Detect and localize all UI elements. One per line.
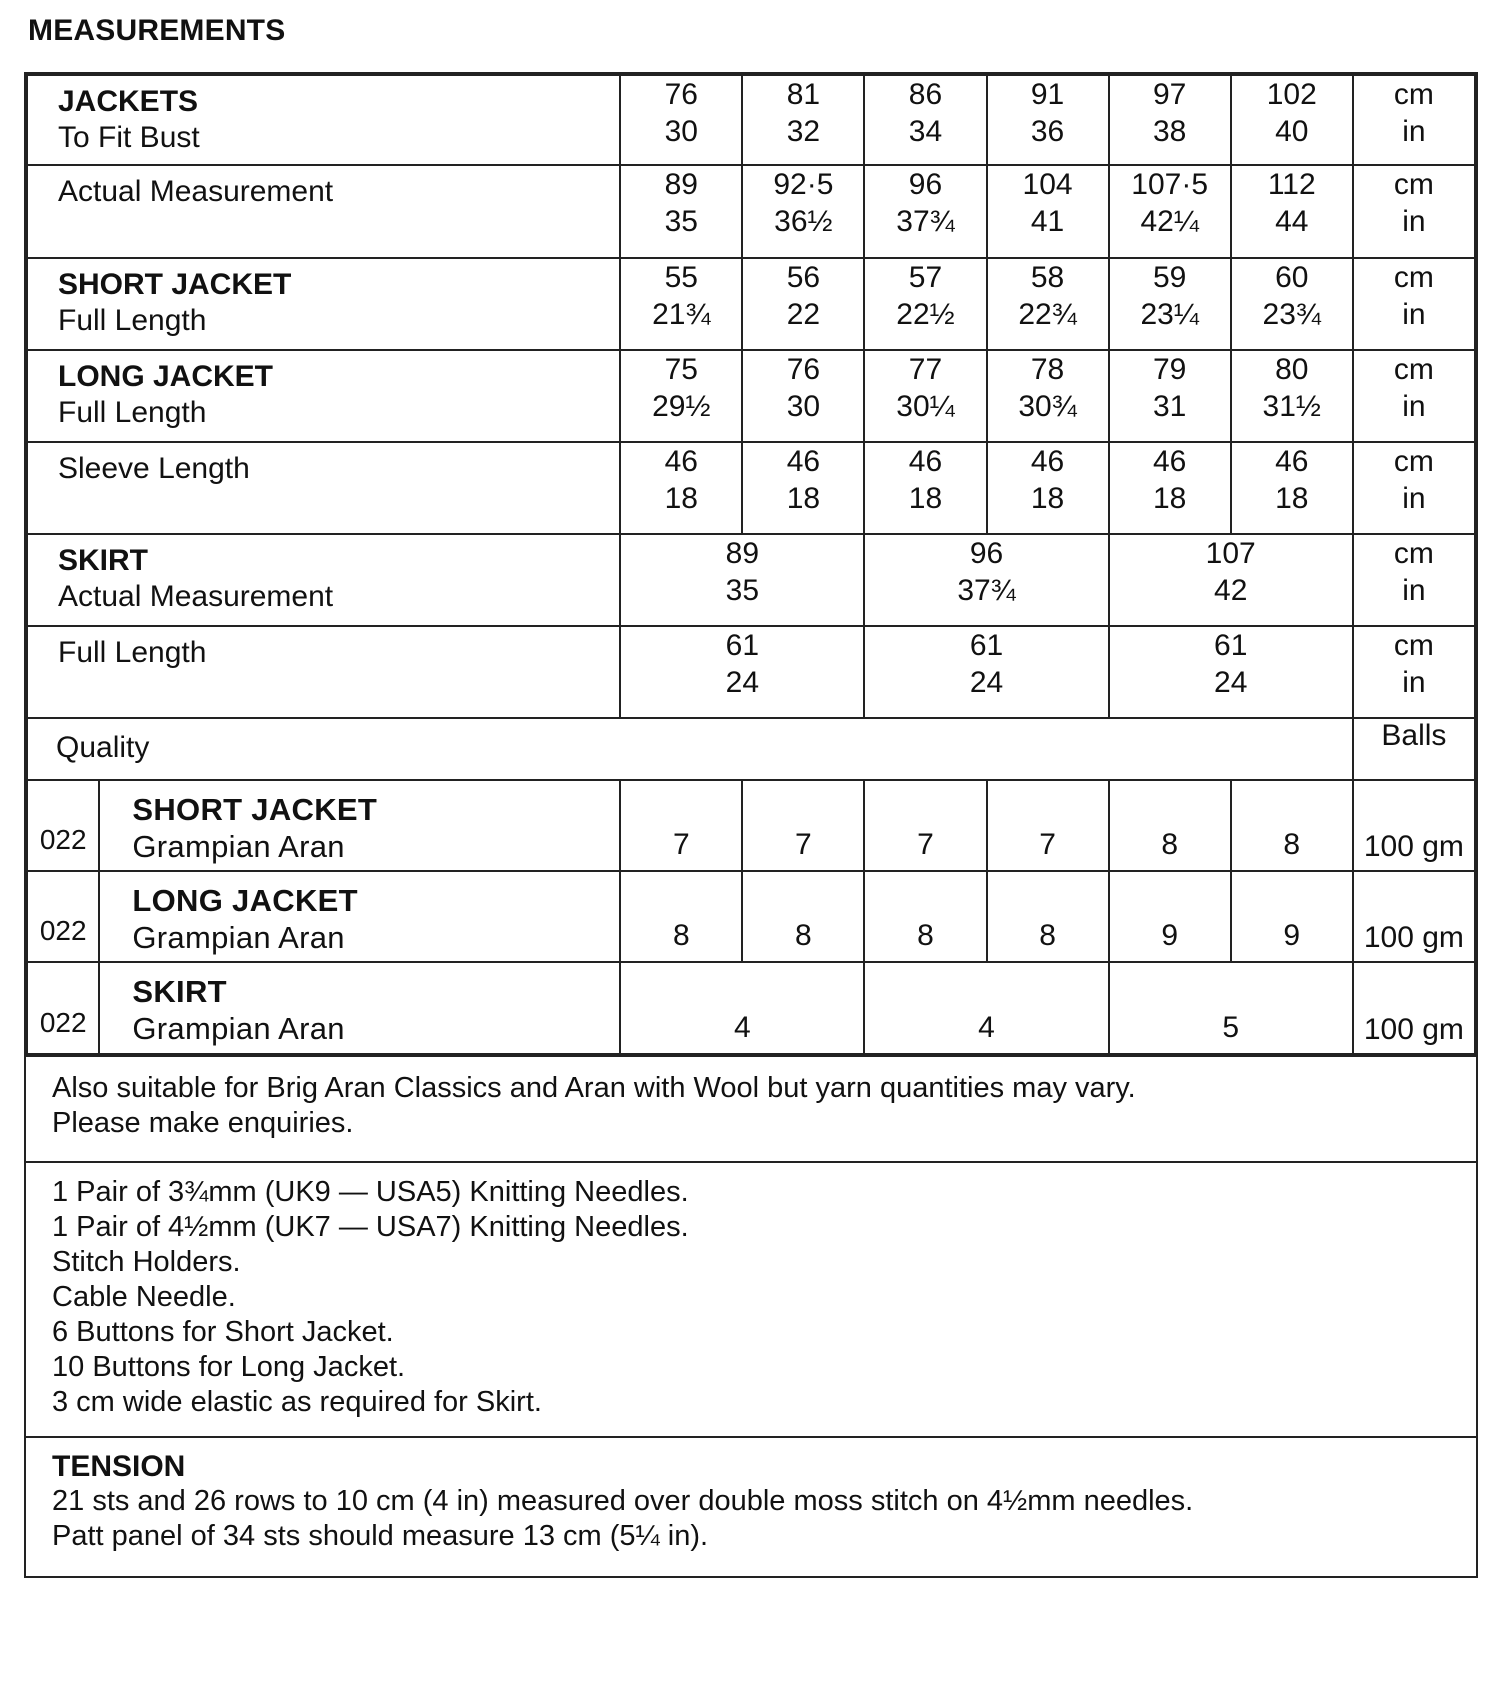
measurements-table: [26, 74, 1476, 1055]
skirt-heading: SKIRT: [58, 544, 148, 577]
ball-count: 8: [742, 871, 864, 962]
cell-in: 31: [1152, 390, 1187, 423]
cell-in: 44: [1275, 205, 1309, 238]
material-item: 1 Pair of 3¾mm (UK9 — USA5) Knitting Needles.: [52, 1176, 689, 1208]
unit-cm: cm: [1393, 168, 1434, 201]
cell-in: 24: [969, 666, 1004, 699]
ball-count: 9: [1109, 871, 1231, 962]
cell-cm: 107: [1205, 537, 1256, 570]
cell-in: 18: [1152, 482, 1187, 515]
yarn-heading: LONG JACKET: [132, 883, 358, 918]
unit-in: in: [1402, 666, 1426, 699]
cell-cm: 46: [1275, 445, 1309, 478]
cell-cm: 61: [969, 629, 1004, 662]
row-actual-measurement: [27, 165, 1475, 258]
ball-count: 5: [1109, 962, 1353, 1054]
cell-cm: 57: [908, 261, 943, 294]
actual-label: Actual Measurement: [58, 175, 334, 208]
quality-code: 022: [27, 780, 99, 871]
material-item: 3 cm wide elastic as required for Skirt.: [52, 1386, 542, 1418]
cell-cm: 112: [1267, 168, 1316, 201]
cell-in: 18: [664, 482, 698, 515]
page-title: MEASUREMENTS: [28, 14, 286, 47]
ball-count: 8: [1231, 780, 1353, 871]
cell-in: 18: [1030, 482, 1065, 515]
row-skirt-full-length: [27, 626, 1475, 718]
long-jacket-sub: Full Length: [58, 396, 207, 429]
cell-in: 31½: [1262, 390, 1321, 423]
cell-in: 35: [664, 205, 698, 238]
row-yarn-short-jacket: [27, 780, 1475, 871]
note-line: Please make enquiries.: [52, 1107, 354, 1139]
ball-count: 7: [742, 780, 864, 871]
cell-in: 42¼: [1140, 205, 1199, 238]
cell-cm: 46: [786, 445, 821, 478]
unit-cm: cm: [1393, 353, 1434, 386]
cell-cm: 46: [664, 445, 698, 478]
cell-in: 18: [908, 482, 943, 515]
cell-cm: 89: [664, 168, 698, 201]
material-item: Stitch Holders.: [52, 1246, 241, 1278]
cell-cm: 77: [908, 353, 943, 386]
skirt-length-label: Full Length: [58, 636, 207, 669]
suitability-note: [26, 1055, 1476, 1161]
cell-cm: 61: [725, 629, 760, 662]
unit-in: in: [1402, 390, 1426, 423]
row-skirt: [27, 534, 1475, 626]
cell-in: 23¾: [1262, 298, 1321, 331]
cell-in: 34: [908, 115, 943, 148]
cell-in: 38: [1152, 115, 1187, 148]
cell-in: 37¾: [896, 205, 955, 238]
cell-in: 23¼: [1140, 298, 1199, 331]
cell-cm: 104: [1022, 168, 1073, 201]
cell-cm: 55: [664, 261, 698, 294]
cell-cm: 76: [786, 353, 821, 386]
cell-cm: 89: [725, 537, 760, 570]
material-item: 1 Pair of 4½mm (UK7 — USA7) Knitting Needles.: [52, 1211, 689, 1243]
cell-cm: 75: [664, 353, 698, 386]
cell-in: 18: [1275, 482, 1309, 515]
short-jacket-heading: SHORT JACKET: [58, 268, 292, 301]
quality-label: Quality: [56, 731, 150, 764]
ball-count: 4: [864, 962, 1108, 1054]
ball-count: 9: [1231, 871, 1353, 962]
cell-in: 36½: [774, 205, 833, 238]
cell-cm: 46: [1152, 445, 1187, 478]
cell-cm: 46: [1030, 445, 1065, 478]
cell-in: 22½: [896, 298, 955, 331]
tension-line: 21 sts and 26 rows to 10 cm (4 in) measured over double moss stitch on 4½mm needles.: [52, 1485, 1194, 1517]
note-line: Also suitable for Brig Aran Classics and Aran with Wool but yarn quantities may vary.: [52, 1072, 1136, 1104]
cell-in: 40: [1275, 115, 1309, 148]
cell-in: 24: [1214, 666, 1248, 699]
ball-unit: 100 gm: [1353, 871, 1475, 962]
cell-cm: 96: [969, 537, 1004, 570]
cell-in: 30: [786, 390, 821, 423]
measurements-sheet: [24, 72, 1478, 1578]
cell-cm: 91: [1030, 78, 1065, 111]
skirt-sub: Actual Measurement: [58, 580, 334, 613]
cell-in: 24: [725, 666, 760, 699]
yarn-name: Grampian Aran: [132, 920, 345, 955]
cell-in: 41: [1030, 205, 1065, 238]
ball-count: 7: [864, 780, 986, 871]
quality-code: 022: [27, 871, 99, 962]
cell-in: 30¾: [1018, 390, 1077, 423]
cell-cm: 76: [664, 78, 698, 111]
cell-cm: 92·5: [773, 168, 834, 201]
cell-cm: 80: [1275, 353, 1309, 386]
cell-cm: 61: [1214, 629, 1248, 662]
short-jacket-sub: Full Length: [58, 304, 207, 337]
cell-cm: 46: [908, 445, 943, 478]
cell-in: 32: [786, 115, 821, 148]
cell-cm: 60: [1275, 261, 1309, 294]
unit-cm: cm: [1393, 445, 1434, 478]
row-yarn-long-jacket: [27, 871, 1475, 962]
tension-heading: TENSION: [52, 1450, 186, 1483]
cell-cm: 96: [908, 168, 943, 201]
ball-count: 8: [1109, 780, 1231, 871]
cell-in: 42: [1214, 574, 1248, 607]
unit-in: in: [1402, 205, 1426, 238]
ball-unit: 100 gm: [1353, 780, 1475, 871]
cell-cm: 58: [1030, 261, 1065, 294]
cell-in: 30: [664, 115, 698, 148]
unit-cm: cm: [1393, 78, 1434, 111]
unit-in: in: [1402, 298, 1426, 331]
cell-in: 30¼: [896, 390, 955, 423]
ball-count: 4: [620, 962, 864, 1054]
row-short-jacket: [27, 258, 1475, 350]
cell-in: 29½: [652, 390, 711, 423]
quality-code: 022: [27, 962, 99, 1054]
ball-count: 7: [987, 780, 1109, 871]
row-yarn-skirt: [27, 962, 1475, 1054]
long-jacket-heading: LONG JACKET: [58, 360, 274, 393]
yarn-name: Grampian Aran: [132, 1011, 345, 1046]
cell-cm: 97: [1152, 78, 1187, 111]
row-long-jacket: [27, 350, 1475, 442]
tension-line: Patt panel of 34 sts should measure 13 cm (5¼ in).: [52, 1520, 709, 1552]
yarn-heading: SKIRT: [132, 974, 227, 1009]
cell-cm: 78: [1030, 353, 1065, 386]
cell-cm: 79: [1152, 353, 1187, 386]
cell-in: 21¾: [652, 298, 711, 331]
cell-cm: 81: [786, 78, 821, 111]
cell-in: 22: [786, 298, 821, 331]
material-item: 10 Buttons for Long Jacket.: [52, 1351, 406, 1383]
cell-cm: 102: [1266, 78, 1317, 111]
row-sleeve-length: [27, 442, 1475, 534]
materials-list: [26, 1161, 1476, 1436]
cell-cm: 86: [908, 78, 943, 111]
ball-count: 7: [620, 780, 742, 871]
cell-cm: 107·5: [1131, 168, 1209, 201]
cell-in: 22¾: [1018, 298, 1077, 331]
unit-in: in: [1402, 115, 1426, 148]
unit-cm: cm: [1393, 629, 1434, 662]
cell-in: 36: [1030, 115, 1065, 148]
cell-cm: 56: [786, 261, 821, 294]
yarn-name: Grampian Aran: [132, 829, 345, 864]
row-quality-header: [27, 718, 1475, 780]
cell-cm: 59: [1152, 261, 1187, 294]
cell-in: 35: [725, 574, 760, 607]
unit-in: in: [1402, 482, 1426, 515]
unit-cm: cm: [1393, 261, 1434, 294]
row-jackets: [27, 75, 1475, 165]
ball-count: 8: [620, 871, 742, 962]
balls-label: Balls: [1353, 718, 1475, 780]
jackets-sub: To Fit Bust: [58, 121, 200, 154]
ball-unit: 100 gm: [1353, 962, 1475, 1054]
jackets-heading: JACKETS: [58, 85, 199, 118]
sleeve-label: Sleeve Length: [58, 452, 250, 485]
cell-in: 37¾: [957, 574, 1016, 607]
tension-section: [26, 1436, 1476, 1576]
ball-count: 8: [987, 871, 1109, 962]
unit-cm: cm: [1393, 537, 1434, 570]
unit-in: in: [1402, 574, 1426, 607]
material-item: Cable Needle.: [52, 1281, 236, 1313]
yarn-heading: SHORT JACKET: [132, 792, 378, 827]
ball-count: 8: [864, 871, 986, 962]
cell-in: 18: [786, 482, 821, 515]
material-item: 6 Buttons for Short Jacket.: [52, 1316, 394, 1348]
